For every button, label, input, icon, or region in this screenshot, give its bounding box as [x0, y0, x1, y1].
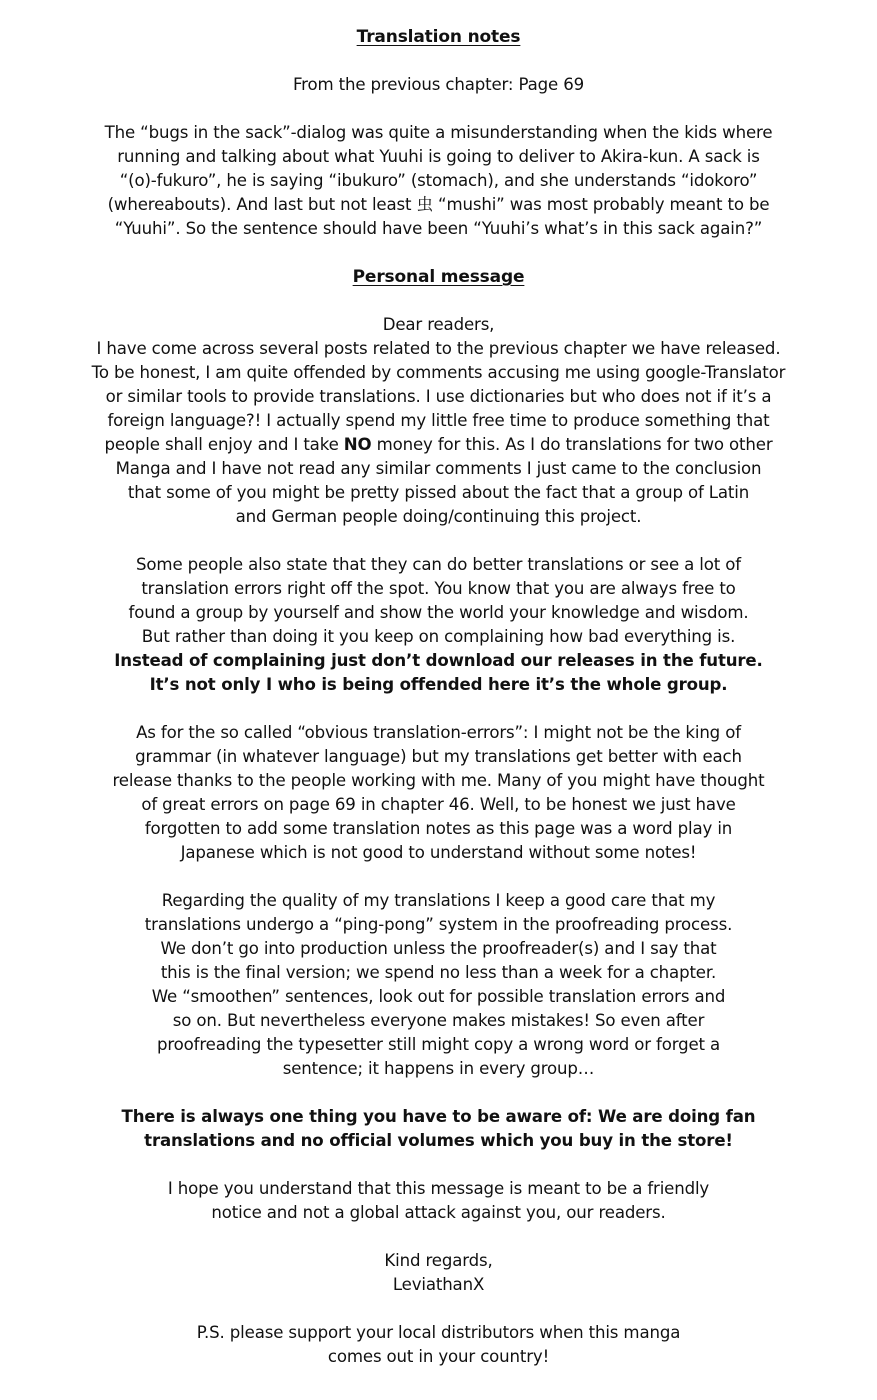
message-line: We “smoothen” sentences, look out for possible translation errors and: [151, 987, 726, 1006]
message-paragraph-4: [0, 889, 877, 1081]
notes-line: running and talking about what Yuuhi is going to deliver to Akira-kun. A sack is: [117, 147, 760, 166]
message-line: [0, 433, 877, 457]
notes-line: “(o)-fukuro”, he is saying “ibukuro” (stomach), and she understands “idokoro”: [119, 171, 758, 190]
message-line-segment: people shall enjoy and I take: [104, 435, 344, 454]
message-line: notice and not a global attack against you, our readers.: [211, 1203, 666, 1222]
notes-line: (whereabouts). And last but not least 虫 “mushi” was most probably meant to be: [107, 195, 770, 214]
translation-notes-paragraph: [0, 121, 877, 241]
notes-line: “Yuuhi”. So the sentence should have been “Yuuhi’s what’s in this sack again?”: [114, 219, 763, 238]
message-line: translations undergo a “ping-pong” system in the proofreading process.: [144, 915, 733, 934]
message-line: found a group by yourself and show the world your knowledge and wisdom.: [128, 603, 749, 622]
postscript: [0, 1321, 877, 1369]
message-line: I hope you understand that this message is meant to be a friendly: [167, 1179, 710, 1198]
message-bold-line: It’s not only I who is being offended here it’s the whole group.: [149, 675, 728, 694]
closing: Kind regards,: [384, 1251, 493, 1270]
message-line: I have come across several posts related to the previous chapter we have released.: [96, 339, 781, 358]
message-line: Regarding the quality of my translations I keep a good care that my: [161, 891, 716, 910]
message-line: Japanese which is not good to understand without some notes!: [180, 843, 697, 862]
signature: LeviathanX: [392, 1275, 485, 1294]
message-bold-line: Instead of complaining just don’t download our releases in the future.: [114, 651, 763, 670]
personal-message-title: Personal message: [352, 267, 525, 287]
salutation: Dear readers,: [382, 315, 495, 334]
message-line: this is the final version; we spend no less than a week for a chapter.: [160, 963, 717, 982]
document-page: [0, 25, 877, 1393]
message-line: Some people also state that they can do better translations or see a lot of: [136, 555, 741, 574]
postscript-line: P.S. please support your local distributors when this manga: [196, 1323, 681, 1342]
from-previous-chapter: From the previous chapter: Page 69: [292, 75, 585, 94]
message-line: that some of you might be pretty pissed about the fact that a group of Latin: [127, 483, 750, 502]
message-paragraph-5: [0, 1105, 877, 1153]
message-line: or similar tools to provide translations. I use dictionaries but who does not if it’s a: [105, 387, 772, 406]
message-line: of great errors on page 69 in chapter 46. Well, to be honest we just have: [141, 795, 736, 814]
translation-notes-title: Translation notes: [356, 27, 521, 47]
message-line: proofreading the typesetter still might copy a wrong word or forget a: [156, 1035, 721, 1054]
message-line: so on. But nevertheless everyone makes mistakes! So even after: [172, 1011, 705, 1030]
message-paragraph-2: [0, 553, 877, 697]
message-line: forgotten to add some translation notes as this page was a word play in: [144, 819, 733, 838]
message-line: We don’t go into production unless the proofreader(s) and I say that: [160, 939, 717, 958]
message-line: But rather than doing it you keep on complaining how bad everything is.: [141, 627, 736, 646]
message-line: Manga and I have not read any similar comments I just came to the conclusion: [115, 459, 762, 478]
notes-line: The “bugs in the sack”-dialog was quite a misunderstanding when the kids where: [104, 123, 773, 142]
emphasis-no: NO: [343, 435, 372, 454]
message-bold-line: There is always one thing you have to be aware of: We are doing fan: [121, 1107, 756, 1126]
message-line: grammar (in whatever language) but my translations get better with each: [135, 747, 742, 766]
message-paragraph-1: [0, 337, 877, 529]
message-line: foreign language?! I actually spend my little free time to produce something that: [107, 411, 770, 430]
message-line: sentence; it happens in every group…: [282, 1059, 595, 1078]
postscript-line: comes out in your country!: [327, 1347, 550, 1366]
message-line: As for the so called “obvious translation-errors”: I might not be the king of: [136, 723, 741, 742]
message-line-segment: money for this. As I do translations for two other: [371, 435, 773, 454]
message-paragraph-3: [0, 721, 877, 865]
message-line: translation errors right off the spot. You know that you are always free to: [141, 579, 736, 598]
message-paragraph-6: [0, 1177, 877, 1225]
message-line: release thanks to the people working with me. Many of you might have thought: [112, 771, 765, 790]
message-line: and German people doing/continuing this project.: [235, 507, 642, 526]
message-bold-line: translations and no official volumes which you buy in the store!: [144, 1131, 733, 1150]
message-line: To be honest, I am quite offended by comments accusing me using google-Translator: [91, 363, 786, 382]
closing-block: [0, 1249, 877, 1297]
